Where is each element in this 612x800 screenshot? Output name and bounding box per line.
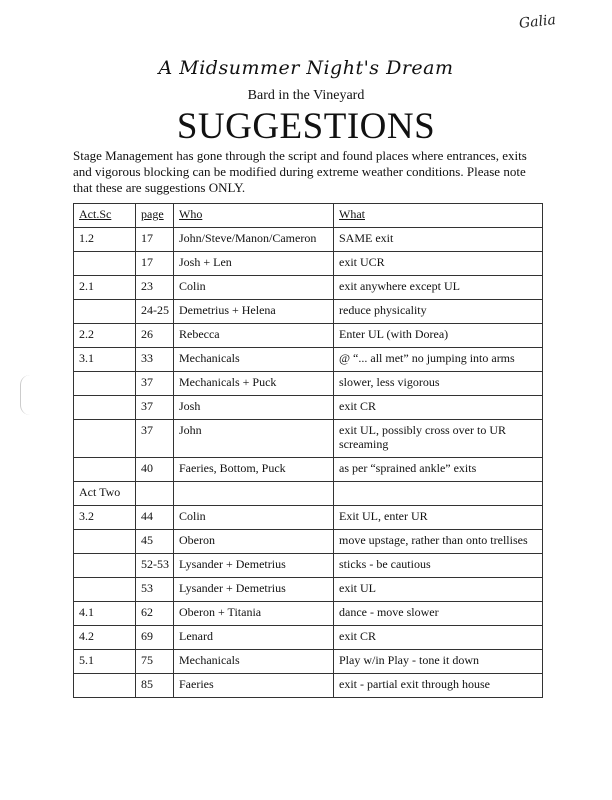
cell-who: Lysander + Demetrius (174, 554, 334, 578)
cell-what: move upstage, rather than onto trellises (334, 530, 543, 554)
cell-act-sc (74, 458, 136, 482)
cell-act-sc: 3.1 (74, 348, 136, 372)
table-row (74, 602, 543, 626)
cell-what: exit UCR (334, 252, 543, 276)
cell-page: 62 (136, 602, 174, 626)
cell-what: Exit UL, enter UR (334, 506, 543, 530)
handwritten-signature: Galia (518, 12, 557, 32)
table-row (74, 482, 543, 506)
cell-what: slower, less vigorous (334, 372, 543, 396)
cell-what: exit CR (334, 626, 543, 650)
cell-what: Play w/in Play - tone it down (334, 650, 543, 674)
cell-page: 24-25 (136, 300, 174, 324)
cell-what: reduce physicality (334, 300, 543, 324)
cell-act-sc: Act Two (74, 482, 136, 506)
cell-page: 17 (136, 252, 174, 276)
table-row (74, 300, 543, 324)
cell-who: Colin (174, 276, 334, 300)
scan-artifact (20, 375, 31, 415)
table-row (74, 348, 543, 372)
cell-who: Mechanicals + Puck (174, 372, 334, 396)
cell-page: 17 (136, 228, 174, 252)
cell-act-sc (74, 674, 136, 698)
cell-what: SAME exit (334, 228, 543, 252)
table-row (74, 578, 543, 602)
header-what: What (334, 204, 543, 228)
cell-act-sc (74, 372, 136, 396)
cell-page: 45 (136, 530, 174, 554)
cell-page: 85 (136, 674, 174, 698)
cell-who: John/Steve/Manon/Cameron (174, 228, 334, 252)
cell-what: exit anywhere except UL (334, 276, 543, 300)
intro-paragraph: Stage Management has gone through the script and found places where entrances, exits and vigorous blocking can be modified during extreme weather conditions. Please note that these are suggestions ONLY. (73, 148, 527, 195)
cell-who: Josh (174, 396, 334, 420)
cell-what: as per “sprained ankle” exits (334, 458, 543, 482)
table-header-row (74, 204, 543, 228)
cell-act-sc: 2.2 (74, 324, 136, 348)
cell-page (136, 482, 174, 506)
cell-who: Rebecca (174, 324, 334, 348)
page-heading: SUGGESTIONS (176, 106, 436, 147)
cell-who: Lysander + Demetrius (174, 578, 334, 602)
cell-what: exit UL, possibly cross over to UR screaming (334, 420, 543, 458)
cell-page: 37 (136, 372, 174, 396)
cell-act-sc: 4.1 (74, 602, 136, 626)
cell-what (334, 482, 543, 506)
cell-page: 40 (136, 458, 174, 482)
subtitle: Bard in the Vineyard (247, 88, 365, 103)
cell-what: exit - partial exit through house (334, 674, 543, 698)
cell-who: Faeries, Bottom, Puck (174, 458, 334, 482)
table-row (74, 228, 543, 252)
table-row (74, 420, 543, 458)
cell-what: exit CR (334, 396, 543, 420)
table-row (74, 276, 543, 300)
table-row (74, 458, 543, 482)
cell-act-sc: 2.1 (74, 276, 136, 300)
table-row (74, 674, 543, 698)
cell-who (174, 482, 334, 506)
cell-what: Enter UL (with Dorea) (334, 324, 543, 348)
cell-act-sc (74, 554, 136, 578)
table-row (74, 626, 543, 650)
cell-act-sc (74, 578, 136, 602)
cell-who: Lenard (174, 626, 334, 650)
cell-who: Josh + Len (174, 252, 334, 276)
cell-what: @ “... all met” no jumping into arms (334, 348, 543, 372)
cell-act-sc (74, 252, 136, 276)
play-title: A Midsummer Night's Dream (158, 57, 454, 79)
cell-page: 75 (136, 650, 174, 674)
cell-act-sc (74, 420, 136, 458)
cell-who: Mechanicals (174, 348, 334, 372)
table-row (74, 324, 543, 348)
cell-what: sticks - be cautious (334, 554, 543, 578)
cell-who: Faeries (174, 674, 334, 698)
cell-act-sc: 5.1 (74, 650, 136, 674)
cell-act-sc (74, 396, 136, 420)
header-who: Who (174, 204, 334, 228)
cell-page: 37 (136, 396, 174, 420)
table-row (74, 530, 543, 554)
table-row (74, 372, 543, 396)
header-page: page (136, 204, 174, 228)
table-row (74, 252, 543, 276)
table-row (74, 554, 543, 578)
cell-page: 23 (136, 276, 174, 300)
header-act-sc: Act.Sc (74, 204, 136, 228)
cell-who: Demetrius + Helena (174, 300, 334, 324)
cell-act-sc: 4.2 (74, 626, 136, 650)
cell-page: 53 (136, 578, 174, 602)
cell-page: 33 (136, 348, 174, 372)
suggestions-table (73, 203, 543, 698)
cell-who: Mechanicals (174, 650, 334, 674)
table-row (74, 650, 543, 674)
cell-act-sc: 1.2 (74, 228, 136, 252)
table-row (74, 506, 543, 530)
cell-act-sc: 3.2 (74, 506, 136, 530)
cell-act-sc (74, 530, 136, 554)
cell-who: Colin (174, 506, 334, 530)
cell-page: 44 (136, 506, 174, 530)
cell-what: dance - move slower (334, 602, 543, 626)
cell-page: 26 (136, 324, 174, 348)
cell-page: 52-53 (136, 554, 174, 578)
table-row (74, 396, 543, 420)
cell-act-sc (74, 300, 136, 324)
cell-page: 37 (136, 420, 174, 458)
cell-what: exit UL (334, 578, 543, 602)
cell-who: Oberon + Titania (174, 602, 334, 626)
cell-page: 69 (136, 626, 174, 650)
cell-who: Oberon (174, 530, 334, 554)
cell-who: John (174, 420, 334, 458)
